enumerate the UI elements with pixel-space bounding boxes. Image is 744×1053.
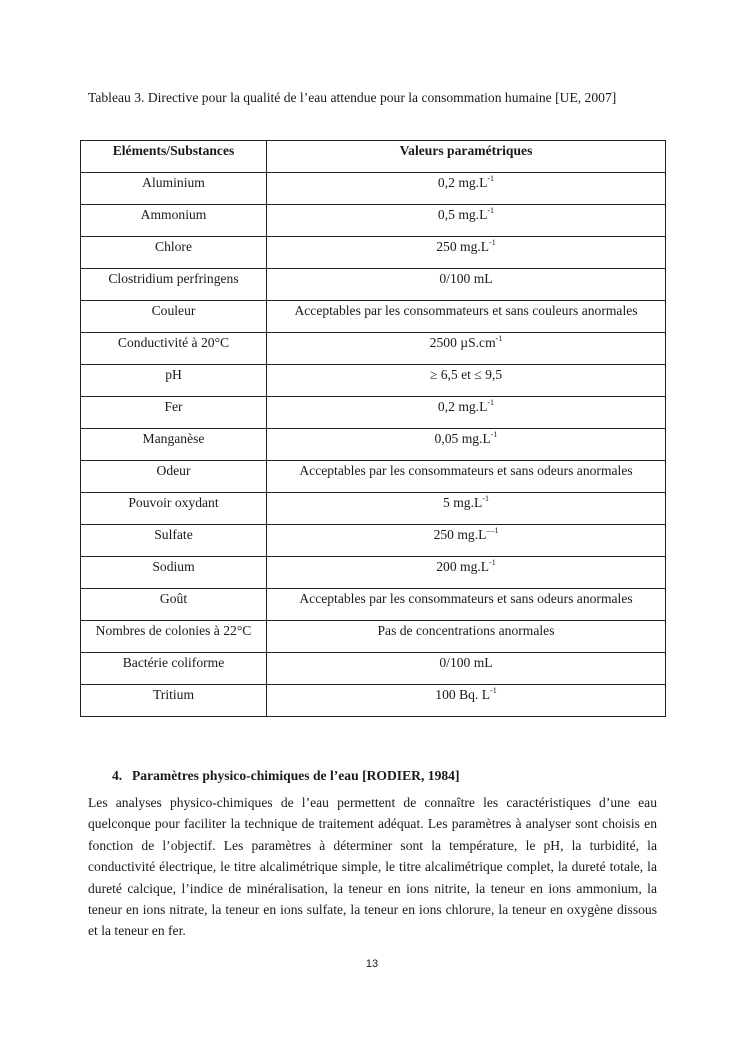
table-row — [81, 493, 666, 525]
element-cell: Nombres de colonies à 22°C — [81, 621, 267, 653]
element-cell: Tritium — [81, 685, 267, 717]
table-row — [81, 621, 666, 653]
table-body — [81, 173, 666, 717]
page-number: 13 — [365, 958, 379, 970]
table-row — [81, 525, 666, 557]
value-cell — [267, 365, 666, 397]
unit-exponent: -1 — [487, 206, 495, 215]
table-row — [81, 237, 666, 269]
value-cell — [267, 301, 666, 333]
value-cell — [267, 205, 666, 237]
table-caption: Tableau 3. Directive pour la qualité de l’eau attendue pour la consommation humaine [UE, 2007] — [88, 90, 617, 105]
unit-exponent: —1 — [486, 526, 499, 535]
element-cell: Ammonium — [81, 205, 267, 237]
header-values: Valeurs paramétriques — [267, 141, 666, 173]
element-cell: Odeur — [81, 461, 267, 493]
value-text: Acceptables par les consommateurs et sans odeurs anormales — [299, 463, 633, 478]
parameter-table — [80, 140, 666, 717]
element-cell: Clostridium perfringens — [81, 269, 267, 301]
section-paragraph: Les analyses physico-chimiques de l’eau permettent de connaître les caractéristiques d’une eau quelconque pour faciliter la technique de traitement adéquat. Les paramètres à analyser sont choisis en fonction de l’objectif. Les paramètres à déterminer sont la température, le pH, la turbidité, la conductivité électrique, le titre alcalimétrique simple, le titre alcalimétrique complet, la dureté totale, la dureté calcique, l’indice de minéralisation, la teneur en ions nitrite, la teneur en ions ammonium, la teneur en ions nitrate, la teneur en ions sulfate, la teneur en ions chlorure, la teneur en oxygène dissous et la teneur en fer. — [88, 795, 657, 939]
value-text: 250 mg.L — [436, 239, 490, 254]
table-row — [81, 333, 666, 365]
value-text: 250 mg.L — [433, 527, 487, 542]
table-row — [81, 365, 666, 397]
value-cell — [267, 429, 666, 461]
value-text: Pas de concentrations anormales — [377, 623, 555, 638]
element-cell: Pouvoir oxydant — [81, 493, 267, 525]
value-text: 2500 µS.cm — [429, 335, 496, 350]
table-row — [81, 269, 666, 301]
element-cell: Chlore — [81, 237, 267, 269]
table-row — [81, 173, 666, 205]
element-cell: Couleur — [81, 301, 267, 333]
table-row — [81, 685, 666, 717]
value-text: 0,2 mg.L — [437, 399, 488, 414]
unit-exponent: -1 — [487, 398, 495, 407]
element-cell: Aluminium — [81, 173, 267, 205]
value-text: 0/100 mL — [439, 655, 493, 670]
value-cell — [267, 621, 666, 653]
unit-exponent: -1 — [490, 686, 497, 695]
header-elements: Eléments/Substances — [81, 141, 267, 173]
value-cell — [267, 269, 666, 301]
element-cell: Bactérie coliforme — [81, 653, 267, 685]
unit-exponent: -1 — [495, 334, 503, 343]
value-text: 5 mg.L — [443, 495, 483, 510]
value-text: 0/100 mL — [439, 271, 493, 286]
value-text: 0,5 mg.L — [437, 207, 488, 222]
element-cell: Goût — [81, 589, 267, 621]
value-text: 200 mg.L — [436, 559, 490, 574]
value-cell — [267, 557, 666, 589]
section-heading — [112, 766, 460, 786]
unit-exponent: -1 — [482, 494, 489, 503]
element-cell: Fer — [81, 397, 267, 429]
table-row — [81, 461, 666, 493]
value-cell — [267, 461, 666, 493]
element-cell: pH — [81, 365, 267, 397]
value-text: Acceptables par les consommateurs et sans odeurs anormales — [299, 591, 633, 606]
value-cell — [267, 173, 666, 205]
value-cell — [267, 333, 666, 365]
value-cell — [267, 685, 666, 717]
element-cell: Sodium — [81, 557, 267, 589]
table-header-row — [81, 141, 666, 173]
table-row — [81, 429, 666, 461]
value-cell — [267, 237, 666, 269]
table-row — [81, 397, 666, 429]
value-cell — [267, 397, 666, 429]
table-row — [81, 589, 666, 621]
table-row — [81, 557, 666, 589]
unit-exponent: -1 — [489, 558, 496, 567]
value-text: 0,05 mg.L — [434, 431, 491, 446]
value-cell — [267, 589, 666, 621]
section-number: 4. — [112, 768, 123, 783]
table-row — [81, 301, 666, 333]
table-row — [81, 653, 666, 685]
element-cell: Conductivité à 20°C — [81, 333, 267, 365]
value-text: Acceptables par les consommateurs et sans couleurs anormales — [294, 303, 638, 318]
value-text: ≥ 6,5 et ≤ 9,5 — [429, 367, 503, 382]
unit-exponent: -1 — [490, 430, 498, 439]
unit-exponent: -1 — [489, 238, 496, 247]
unit-exponent: -1 — [487, 174, 495, 183]
value-cell — [267, 525, 666, 557]
element-cell: Manganèse — [81, 429, 267, 461]
value-text: 100 Bq. L — [435, 687, 491, 702]
value-text: 0,2 mg.L — [437, 175, 488, 190]
value-cell — [267, 493, 666, 525]
table-row — [81, 205, 666, 237]
element-cell: Sulfate — [81, 525, 267, 557]
value-cell — [267, 653, 666, 685]
section-title: Paramètres physico-chimiques de l’eau [RODIER, 1984] — [132, 768, 460, 783]
